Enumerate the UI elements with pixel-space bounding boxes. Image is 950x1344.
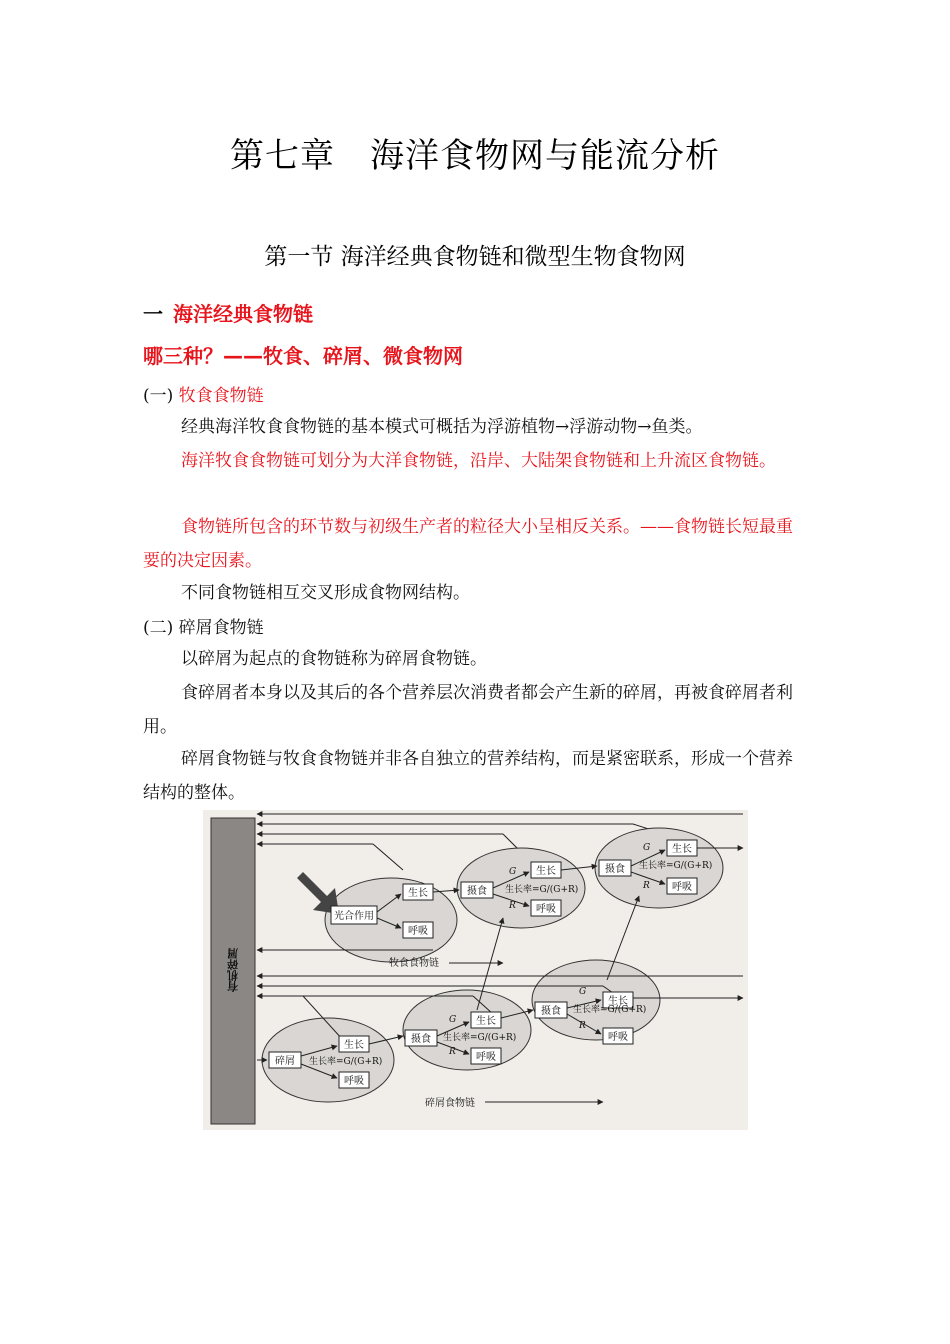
diagram-svg	[203, 810, 748, 1130]
detritus-chain-label: 碎屑食物链	[425, 1098, 475, 1109]
section-title: 第一节 海洋经典食物链和微型生物食物网	[264, 244, 686, 270]
growth-label: 生长	[344, 1040, 364, 1051]
detritus-label: 碎屑	[275, 1056, 295, 1067]
grazing-chain-label: 牧食食物链	[389, 958, 439, 969]
r-label: R	[579, 1021, 586, 1031]
paragraph-chain-length: 食物链所包含的环节数与初级生产者的粒径大小呈相反关系。——食物链长短最重要的决定因素。	[143, 517, 793, 571]
heading-number: 一	[143, 302, 163, 326]
paragraph-grazing-pattern: 经典海洋牧食食物链的基本模式可概括为浮游植物→浮游动物→鱼类。	[181, 417, 703, 437]
r-label: R	[509, 901, 516, 911]
growth-label: 生长	[476, 1016, 496, 1027]
growth-rate-label: 生长率=G/(G+R)	[505, 885, 579, 895]
ingestion-label: 摄食	[411, 1034, 431, 1045]
photosynthesis-label: 光合作用	[334, 911, 374, 922]
respiration-label: 呼吸	[344, 1076, 364, 1087]
respiration-label: 呼吸	[408, 926, 428, 937]
ingestion-label: 摄食	[541, 1006, 561, 1017]
organic-detritus-label: 有机碎屑	[226, 948, 240, 992]
g-label: G	[509, 867, 517, 877]
growth-rate-label: 生长率=G/(G+R)	[639, 861, 713, 871]
growth-label: 生长	[608, 996, 628, 1007]
subheading-text: 牧食食物链	[178, 386, 264, 406]
heading-level1	[143, 298, 313, 327]
r-label: R	[449, 1047, 456, 1057]
paragraph-food-web: 不同食物链相互交叉形成食物网结构。	[181, 583, 470, 603]
paragraph-detritus-cycle: 食碎屑者本身以及其后的各个营养层次消费者都会产生新的碎屑，再被食碎屑者利用。	[143, 683, 793, 737]
respiration-label: 呼吸	[536, 904, 556, 915]
chapter-title: 第七章 海洋食物网与能流分析	[230, 136, 720, 176]
g-label: G	[643, 843, 651, 853]
food-chain-diagram	[203, 810, 748, 1130]
growth-rate-label: 生长率=G/(G+R)	[309, 1057, 383, 1067]
subheading-number: (二)	[143, 618, 174, 638]
respiration-label: 呼吸	[476, 1052, 496, 1063]
growth-rate-label: 生长率=G/(G+R)	[443, 1033, 517, 1043]
growth-label: 生长	[672, 844, 692, 855]
ingestion-label: 摄食	[467, 886, 487, 897]
paragraph-detritus-def: 以碎屑为起点的食物链称为碎屑食物链。	[181, 649, 487, 669]
respiration-label: 呼吸	[608, 1032, 628, 1043]
detritus-consumer2-ellipse	[532, 960, 660, 1040]
subheading-grazing	[143, 381, 264, 406]
subheading-number: (一)	[143, 386, 174, 406]
r-label: R	[643, 881, 650, 891]
heading-question: 哪三种？——牧食、碎屑、微食物网	[143, 344, 463, 368]
heading-text: 海洋经典食物链	[173, 302, 313, 326]
subheading-detritus	[143, 613, 264, 638]
paragraph-detritus-link: 碎屑食物链与牧食食物链并非各自独立的营养结构，而是紧密联系，形成一个营养结构的整体。	[143, 749, 793, 803]
g-label: G	[449, 1015, 457, 1025]
paragraph-grazing-types: 海洋牧食食物链可划分为大洋食物链，沿岸、大陆架食物链和上升流区食物链。	[181, 451, 776, 471]
ingestion-label: 摄食	[605, 864, 625, 875]
g-label: G	[579, 987, 587, 997]
growth-label: 生长	[536, 866, 556, 877]
growth-label: 生长	[408, 888, 428, 899]
subheading-text: 碎屑食物链	[178, 618, 264, 638]
growth-rate-label: 生长率=G/(G+R)	[573, 1005, 647, 1015]
respiration-label: 呼吸	[672, 882, 692, 893]
